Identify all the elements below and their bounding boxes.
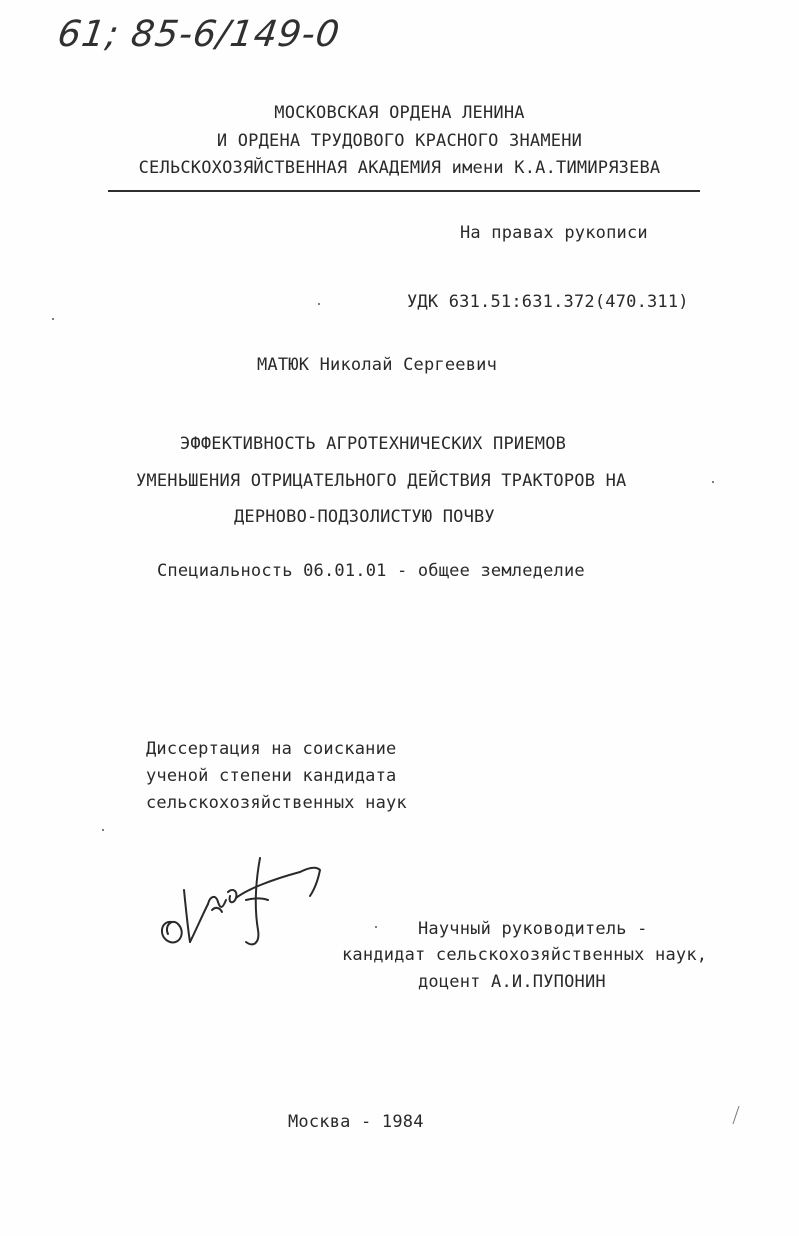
dissertation-line-2: ученой степени кандидата	[146, 766, 397, 786]
institution-line-2: И ОРДЕНА ТРУДОВОГО КРАСНОГО ЗНАМЕНИ	[216, 131, 583, 151]
paper-speck	[712, 481, 714, 483]
supervisor-line-3: доцент А.И.ПУПОНИН	[418, 972, 606, 992]
place-and-year: Москва - 1984	[288, 1112, 424, 1132]
title-line-2: УМЕНЬШЕНИЯ ОТРИЦАТЕЛЬНОГО ДЕЙСТВИЯ ТРАКТОРОВ НА	[136, 471, 627, 491]
specialty: Специальность 06.01.01 - общее земледелие	[157, 561, 585, 581]
pencil-mark	[730, 1104, 742, 1126]
title-line-3: ДЕРНОВО-ПОДЗОЛИСТУЮ ПОЧВУ	[234, 507, 495, 527]
signature	[150, 850, 340, 955]
dissertation-line-1: Диссертация на соискание	[146, 739, 397, 759]
header-divider	[108, 190, 700, 192]
author-name: МАТЮК Николай Сергеевич	[257, 355, 498, 375]
supervisor-line-2: кандидат сельскохозяйственных наук,	[342, 945, 708, 965]
dissertation-line-3: сельскохозяйственных наук	[146, 793, 407, 813]
paper-speck	[375, 926, 377, 928]
udc-code: УДК 631.51:631.372(470.311)	[407, 292, 689, 312]
handwritten-archive-code: 61; 85-6/149-0	[55, 14, 343, 55]
title-line-1: ЭФФЕКТИВНОСТЬ АГРОТЕХНИЧЕСКИХ ПРИЕМОВ	[180, 434, 567, 454]
supervisor-line-1: Научный руководитель -	[418, 919, 648, 939]
paper-speck	[52, 318, 54, 320]
institution-line-1: МОСКОВСКАЯ ОРДЕНА ЛЕНИНА	[274, 103, 525, 123]
paper-speck	[102, 829, 104, 831]
paper-speck	[318, 303, 320, 305]
rights-note: На правах рукописи	[460, 223, 648, 243]
institution-line-3: СЕЛЬСКОХОЗЯЙСТВЕННАЯ АКАДЕМИЯ имени К.А.ТИМИРЯЗЕВА	[138, 158, 661, 178]
